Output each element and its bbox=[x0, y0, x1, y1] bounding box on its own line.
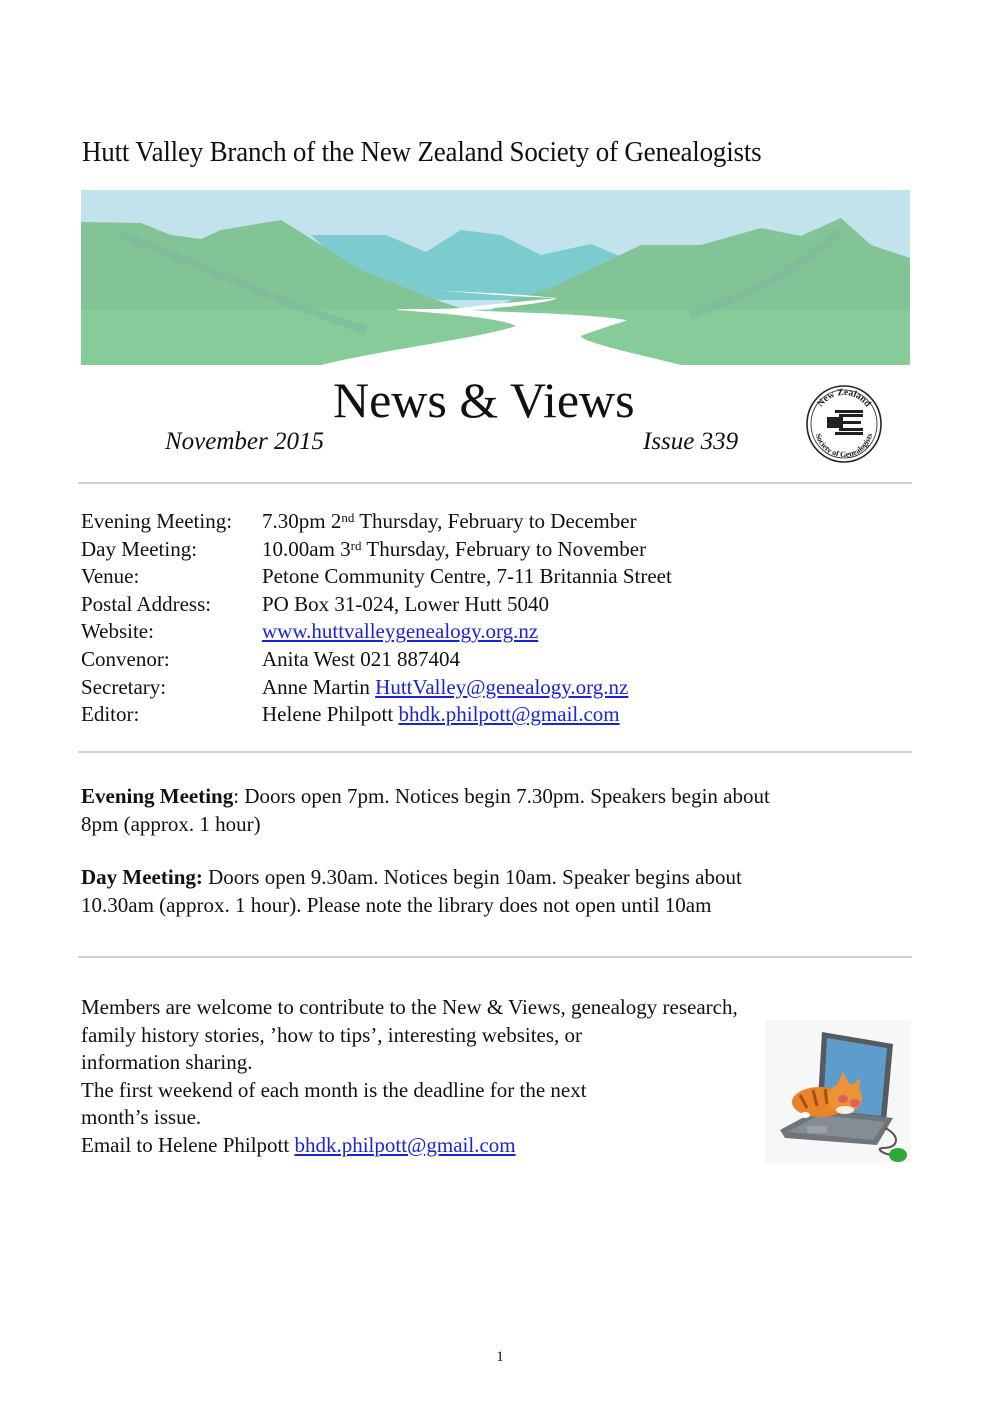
day-meeting-paragraph: Day Meeting: Doors open 9.30am. Notices begin 10am. Speaker begins about 10.30am (approx. 1 hour). Please note the library does not open until 10am bbox=[81, 865, 742, 917]
info-label: Evening Meeting: bbox=[81, 509, 233, 533]
website-link[interactable]: www.huttvalleygenealogy.org.nz bbox=[262, 619, 539, 644]
landscape-icon bbox=[81, 190, 910, 365]
info-label: Postal Address: bbox=[81, 591, 212, 616]
evening-meeting-heading: Evening Meeting bbox=[81, 784, 234, 808]
issue-number: Issue 339 bbox=[643, 428, 739, 455]
contribution-notice bbox=[81, 994, 738, 1159]
cat-sleeping-on-laptop-icon bbox=[765, 1020, 911, 1163]
divider-rule bbox=[78, 751, 912, 753]
info-label: Website: bbox=[81, 619, 154, 644]
svg-text:Society of Genealogists: Society of Genealogists bbox=[813, 432, 875, 460]
secretary-email-link[interactable]: HuttValley@genealogy.org.nz bbox=[375, 674, 629, 699]
issue-date: November 2015 bbox=[165, 428, 324, 455]
secretary-name: Anne Martin bbox=[262, 674, 376, 699]
divider-rule bbox=[78, 482, 912, 484]
notice-line: information sharing. bbox=[81, 1050, 253, 1074]
nzsg-seal-logo bbox=[805, 384, 883, 464]
info-label: Convenor: bbox=[81, 646, 170, 671]
info-label: Secretary: bbox=[81, 674, 167, 699]
editor-name: Helene Philpott bbox=[262, 702, 399, 727]
info-value: 10.00am 3rd Thursday, February to November bbox=[262, 536, 647, 561]
notice-line: The first weekend of each month is the deadline for the next bbox=[81, 1077, 587, 1102]
info-label: Editor: bbox=[81, 702, 140, 727]
nzsg-logo-icon bbox=[805, 384, 883, 464]
evening-meeting-paragraph: Evening Meeting: Doors open 7pm. Notices begin 7.30pm. Speakers begin about 8pm (approx. 1 hour) bbox=[81, 784, 770, 836]
notice-line: month’s issue. bbox=[81, 1105, 202, 1129]
notice-line: Email to Helene Philpott bhdk.philpott@gmail.com bbox=[81, 1132, 516, 1157]
svg-text:New Zealand: New Zealand bbox=[815, 387, 873, 410]
organization-title: Hutt Valley Branch of the New Zealand Society of Genealogists bbox=[82, 136, 762, 168]
contribute-email-link[interactable]: bhdk.philpott@gmail.com bbox=[294, 1132, 516, 1157]
divider-rule bbox=[78, 956, 912, 958]
valley-banner-image bbox=[81, 190, 910, 365]
cat-on-laptop-image bbox=[765, 1020, 911, 1163]
editor-email-link[interactable]: bhdk.philpott@gmail.com bbox=[398, 702, 620, 727]
day-meeting-heading: Day Meeting: bbox=[81, 865, 203, 889]
notice-line: Members are welcome to contribute to the New & Views, genealogy research, bbox=[81, 995, 738, 1019]
page-number: 1 bbox=[496, 1349, 504, 1365]
newsletter-title: News & Views bbox=[333, 372, 635, 428]
notice-line: family history stories, ’how to tips’, interesting websites, or bbox=[81, 1022, 583, 1047]
info-label: Day Meeting: bbox=[81, 536, 198, 561]
info-value: Petone Community Centre, 7-11 Britannia Street bbox=[262, 564, 672, 589]
info-value: Anita West 021 887404 bbox=[262, 646, 460, 671]
info-value: PO Box 31-024, Lower Hutt 5040 bbox=[262, 591, 549, 616]
info-value: 7.30pm 2nd Thursday, February to December bbox=[262, 509, 637, 533]
info-label: Venue: bbox=[81, 564, 140, 589]
